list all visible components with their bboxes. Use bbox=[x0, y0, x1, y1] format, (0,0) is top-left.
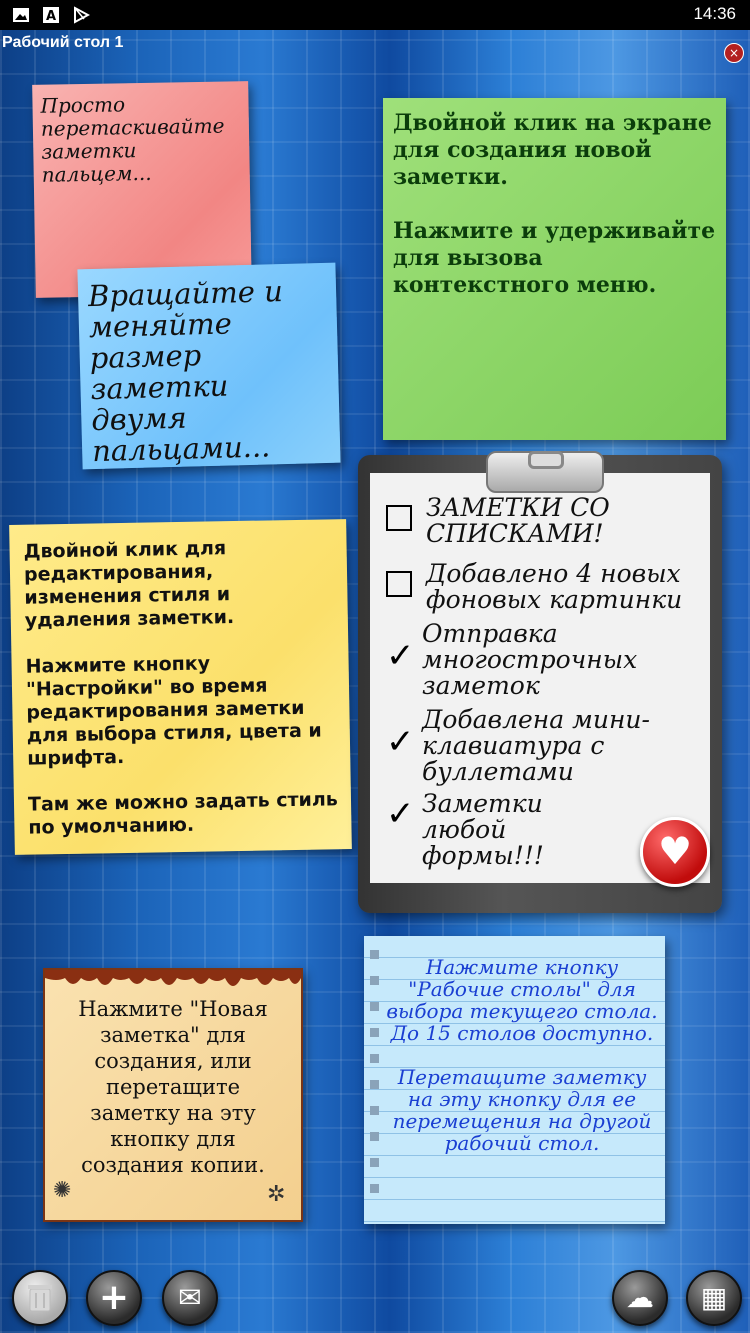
checklist-item[interactable] bbox=[386, 707, 696, 785]
note-yellow-p3: Там же можно задать стиль по умолчанию. bbox=[27, 788, 338, 839]
play-store-icon bbox=[72, 6, 90, 24]
note-yellow-p1: Двойной клик для редактирования, изменения стиля и удаления заметки. bbox=[23, 537, 235, 632]
note-green-text bbox=[393, 110, 718, 299]
weather-button[interactable] bbox=[612, 1270, 668, 1326]
checklist-item-text: Отправка многострочных заметок bbox=[422, 619, 638, 700]
note-green[interactable] bbox=[383, 98, 726, 440]
note-blue[interactable] bbox=[77, 263, 340, 470]
hole bbox=[370, 1132, 379, 1141]
hole bbox=[370, 1106, 379, 1115]
hole bbox=[370, 976, 379, 985]
note-pink-text: Просто перетаскивайте заметки пальцем... bbox=[40, 92, 225, 187]
weather-icon: ☁ bbox=[626, 1281, 654, 1314]
hole bbox=[370, 1002, 379, 1011]
plus-icon: + bbox=[98, 1277, 130, 1318]
clock: 14:36 bbox=[693, 4, 736, 23]
hole bbox=[370, 1158, 379, 1167]
svg-text:A: A bbox=[45, 9, 57, 24]
check-icon[interactable]: ✓ bbox=[386, 636, 415, 676]
check-icon[interactable]: ✓ bbox=[386, 794, 415, 834]
note-green-p2: Нажмите и удерживайте для вызова контекстного меню. bbox=[393, 218, 716, 298]
note-yellow-p2: Нажмите кнопку "Настройки" во время редактирования заметки для выбора стиля, цвета и шрифта. bbox=[25, 652, 322, 770]
desktop-title: Рабочий стол 1 bbox=[2, 34, 124, 51]
splat-icon: ✺ bbox=[53, 1178, 72, 1203]
send-button[interactable] bbox=[162, 1270, 218, 1326]
trash-icon bbox=[27, 1283, 53, 1313]
grid-icon: ▦ bbox=[700, 1281, 728, 1314]
checklist-clipboard[interactable] bbox=[358, 455, 722, 913]
checklist-paper bbox=[370, 473, 710, 883]
note-lined[interactable] bbox=[364, 936, 665, 1224]
status-bar bbox=[0, 0, 750, 30]
note-yellow-text bbox=[23, 535, 338, 839]
hole bbox=[370, 950, 379, 959]
bug-icon: ✲ bbox=[267, 1182, 286, 1207]
note-lined-p1: Нажмите кнопку "Рабочие столы" для выбора текущего стола. До 15 столов доступно. bbox=[386, 955, 658, 1045]
hole bbox=[370, 1080, 379, 1089]
checkbox-empty[interactable] bbox=[386, 505, 412, 531]
hole bbox=[370, 1184, 379, 1193]
title-bar bbox=[0, 30, 750, 60]
checklist-item-text: Добавлена мини-клавиатура с буллетами bbox=[422, 705, 650, 786]
desktops-button[interactable] bbox=[686, 1270, 742, 1326]
drip-decoration bbox=[45, 970, 301, 996]
status-icons bbox=[12, 6, 90, 24]
checklist-item-text: Добавлено 4 новых фоновых картинки bbox=[426, 559, 683, 614]
checklist-item[interactable] bbox=[386, 561, 696, 613]
checklist-item-text: Заметки любой формы!!! bbox=[422, 789, 544, 870]
image-icon bbox=[12, 6, 30, 24]
hole bbox=[370, 1054, 379, 1063]
trash-button[interactable] bbox=[12, 1270, 68, 1326]
hole bbox=[370, 1028, 379, 1037]
checklist-item-text: ЗАМЕТКИ СО СПИСКАМИ! bbox=[426, 493, 610, 548]
note-parchment[interactable] bbox=[43, 968, 303, 1222]
note-parchment-text: Нажмите "Новая заметка" для создания, или перетащите заметку на эту кнопку для создания копии. bbox=[78, 997, 268, 1177]
checklist-item[interactable] bbox=[386, 495, 696, 547]
note-green-p1: Двойной клик на экране для создания новой заметки. bbox=[393, 110, 712, 190]
note-blue-text: Вращайте и меняйте размер заметки двумя пальцами... bbox=[87, 274, 284, 469]
note-lined-text bbox=[386, 956, 658, 1154]
checklist-item[interactable] bbox=[386, 621, 696, 699]
note-lined-p2: Перетащите заметку на эту кнопку для ее перемещения на другой рабочий стол. bbox=[392, 1065, 652, 1155]
text-a-icon bbox=[42, 6, 60, 24]
binder-holes bbox=[370, 950, 379, 1193]
note-yellow[interactable] bbox=[9, 519, 352, 855]
new-note-button[interactable] bbox=[86, 1270, 142, 1326]
check-icon[interactable]: ✓ bbox=[386, 722, 415, 762]
close-icon[interactable]: × bbox=[724, 43, 744, 63]
clipboard-ring bbox=[528, 451, 564, 469]
clipboard-clip bbox=[486, 451, 604, 493]
mail-icon: ✉ bbox=[178, 1281, 202, 1314]
heart-icon[interactable]: ♥ bbox=[640, 817, 710, 887]
checkbox-empty[interactable] bbox=[386, 571, 412, 597]
